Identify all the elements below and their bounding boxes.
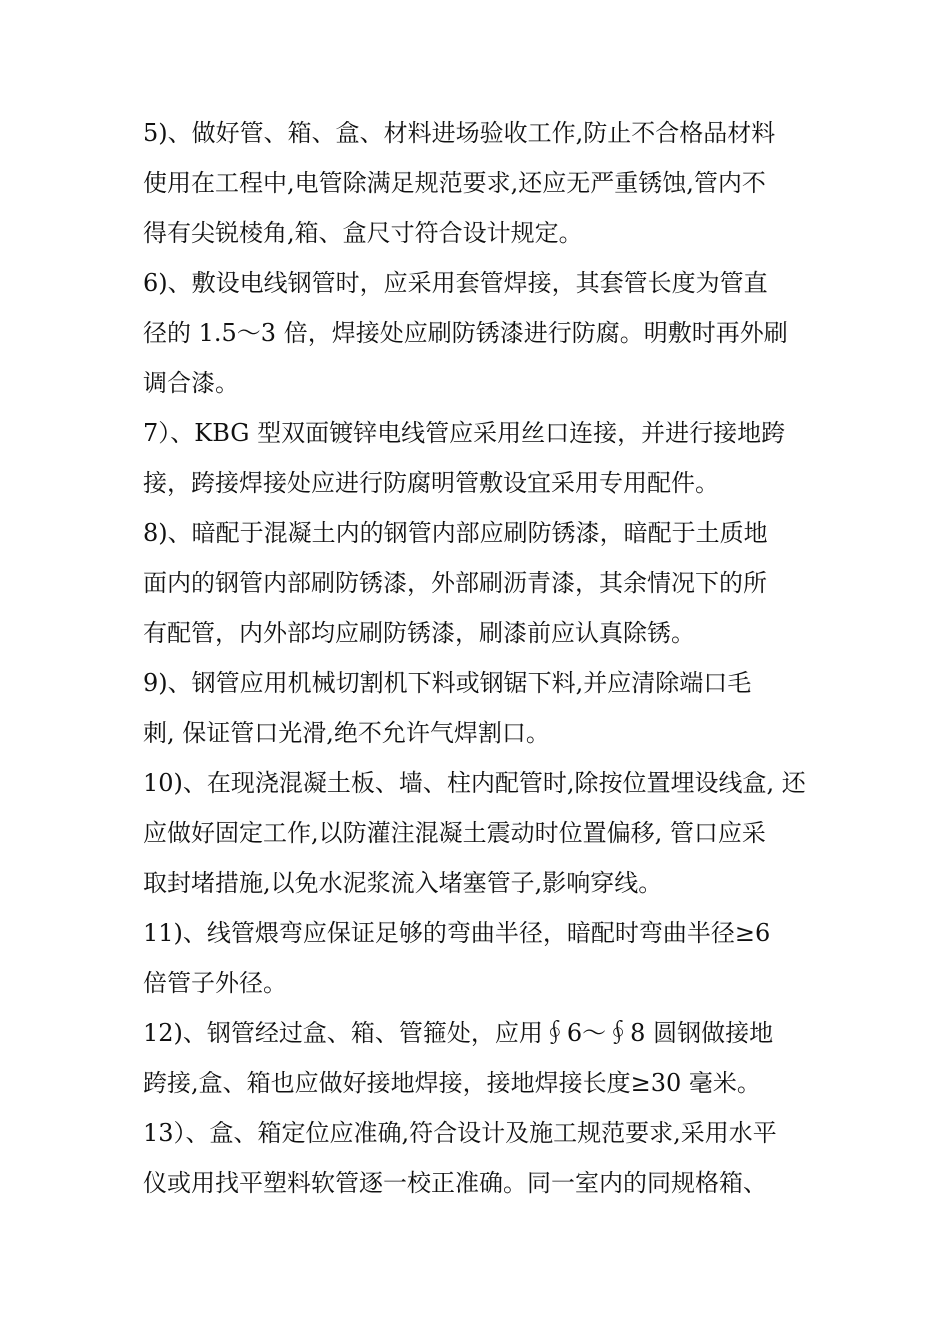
text-line: 跨接,盒、箱也应做好接地焊接，接地焊接长度≥30 毫米。 (143, 1069, 761, 1097)
text-line: 9)、钢管应用机械切割机下料或钢锯下料,并应清除端口毛 (143, 669, 752, 697)
text-line: 应做好固定工作,以防灌注混凝土震动时位置偏移, 管口应采 (143, 819, 766, 847)
text-line: 有配管，内外部均应刷防锈漆，刷漆前应认真除锈。 (143, 619, 695, 647)
text-line: 5)、做好管、箱、盒、材料进场验收工作,防止不合格品材料 (143, 119, 776, 147)
text-line: 倍管子外径。 (143, 969, 287, 997)
text-line: 得有尖锐棱角,箱、盒尺寸符合设计规定。 (143, 219, 583, 247)
text-line: 11)、线管煨弯应保证足够的弯曲半径，暗配时弯曲半径≥6 (143, 919, 771, 947)
text-line: 13）、盒、箱定位应准确,符合设计及施工规范要求,采用水平 (143, 1119, 777, 1147)
text-line: 12)、钢管经过盒、箱、管箍处，应用∮6～∮8 圆钢做接地 (143, 1019, 774, 1047)
text-line: 径的 1.5～3 倍，焊接处应刷防锈漆进行防腐。明敷时再外刷 (143, 319, 788, 347)
text-line: 7）、KBG 型双面镀锌电线管应采用丝口连接，并进行接地跨 (143, 419, 786, 447)
text-line: 使用在工程中,电管除满足规范要求,还应无严重锈蚀,管内不 (143, 169, 766, 197)
text-line: 仪或用找平塑料软管逐一校正准确。同一室内的同规格箱、 (143, 1169, 767, 1197)
text-line: 取封堵措施,以免水泥浆流入堵塞管子,影响穿线。 (143, 869, 663, 897)
text-line: 面内的钢管内部刷防锈漆，外部刷沥青漆，其余情况下的所 (143, 569, 767, 597)
text-line: 调合漆。 (143, 369, 239, 397)
text-line: 10)、在现浇混凝土板、墙、柱内配管时,除按位置埋设线盒, 还 (143, 769, 806, 797)
document-body (143, 108, 811, 1208)
text-line: 接，跨接焊接处应进行防腐明管敷设宜采用专用配件。 (143, 469, 719, 497)
text-line: 8)、暗配于混凝土内的钢管内部应刷防锈漆，暗配于土质地 (143, 519, 768, 547)
text-line: 6)、敷设电线钢管时，应采用套管焊接，其套管长度为管直 (143, 269, 768, 297)
text-line: 刺, 保证管口光滑,绝不允许气焊割口。 (143, 719, 550, 747)
